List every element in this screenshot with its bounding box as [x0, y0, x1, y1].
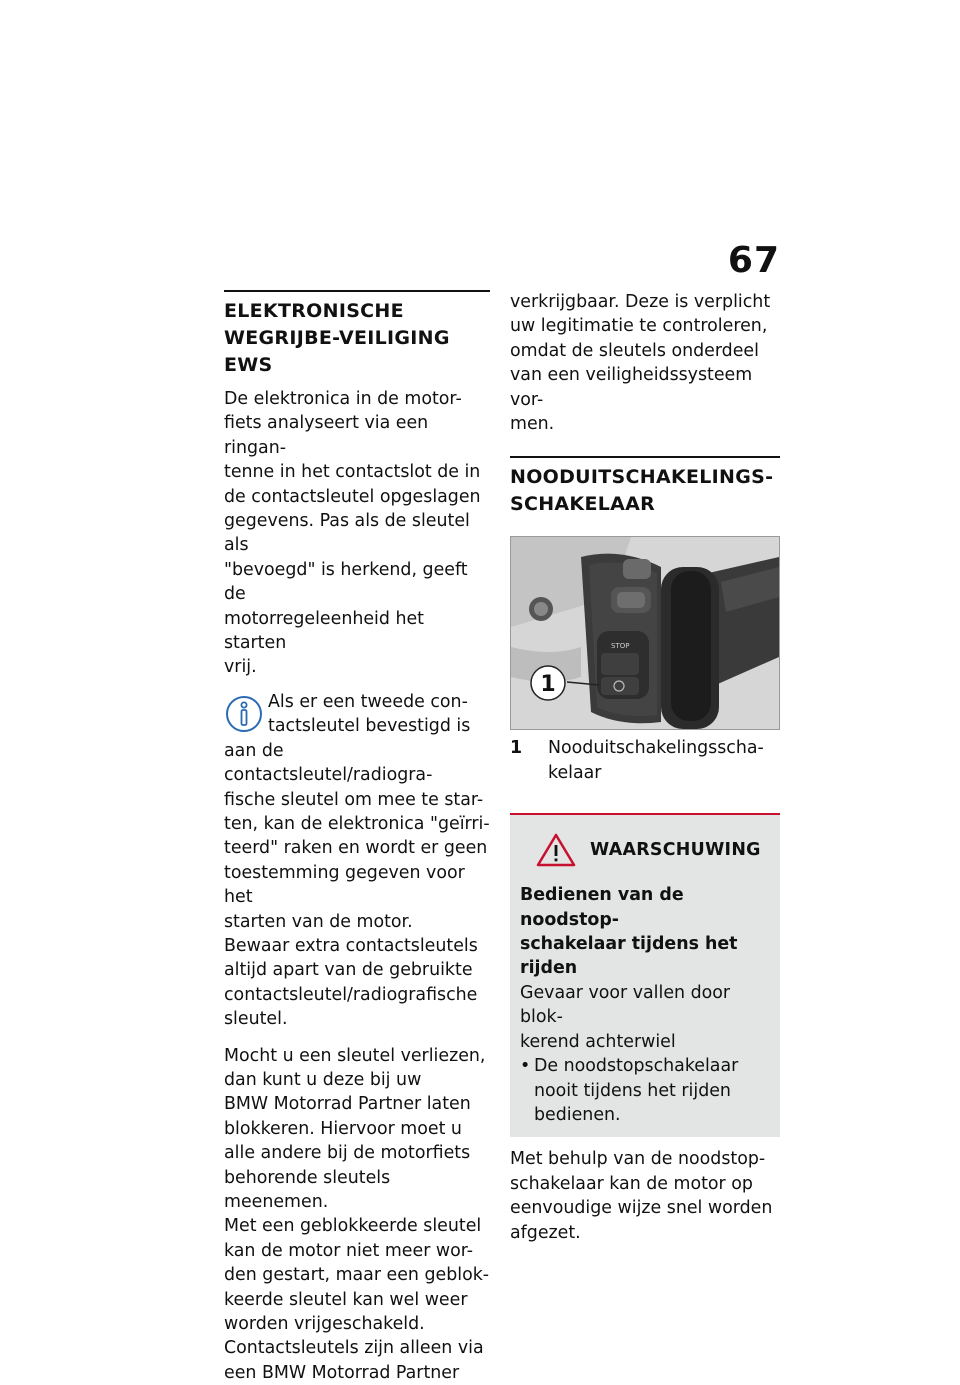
- text-line: Mocht u een sleutel verliezen,: [224, 1045, 486, 1066]
- text-line: dan kunt u deze bij uw: [224, 1069, 422, 1090]
- text-line: altijd apart van de gebruikte: [224, 960, 473, 981]
- text-line: de contactsleutel opgeslagen: [224, 486, 481, 507]
- text-line: nooit tijdens het rijden: [534, 1080, 731, 1101]
- text-line: ten, kan de elektronica "geïrri-: [224, 813, 490, 834]
- text-line: kelaar: [548, 762, 602, 783]
- text-line: fiets analyseert via een ringan-: [224, 413, 429, 458]
- right-column: [510, 290, 780, 1245]
- section-heading-ews: ELEKTRONISCHE WEGRIJBE-VEILIGING EWS: [224, 300, 450, 376]
- text-line: starten van de motor.: [224, 911, 413, 932]
- text-line: motorregeleenheid het starten: [224, 608, 425, 654]
- text-line: tenne in het contactslot de in: [224, 462, 481, 483]
- text-line: bedienen.: [534, 1104, 621, 1125]
- text-line: worden vrijgeschakeld.: [224, 1314, 425, 1335]
- warning-box: [510, 813, 780, 1137]
- text-line: De noodstopschakelaar: [534, 1056, 739, 1077]
- warning-text: [520, 981, 770, 1054]
- bullet-dot: •: [520, 1056, 531, 1077]
- text-line: toestemming gegeven voor het: [224, 862, 465, 908]
- text-line: verkrijgbaar. Deze is verplicht: [510, 292, 771, 312]
- text-line: sleutel.: [224, 1009, 288, 1030]
- text-line: Met een geblokkeerde sleutel: [224, 1216, 482, 1237]
- warning-title: WAARSCHUWING: [590, 840, 761, 861]
- text-line: schakelaar tijdens het rijden: [520, 934, 738, 979]
- stop-label: STOP: [611, 642, 630, 651]
- continuation-paragraph: [510, 290, 780, 436]
- text-line: De elektronica in de motor-: [224, 389, 462, 409]
- handlebar-illustration: [511, 537, 779, 729]
- text-line: vrij.: [224, 657, 257, 678]
- text-line: BMW Motorrad Partner laten: [224, 1094, 471, 1115]
- warning-triangle-icon: [536, 833, 576, 867]
- text-line: blokkeren. Hiervoor moet u: [224, 1118, 462, 1139]
- handlebar-switch-figure: [510, 536, 780, 730]
- text-line: gegevens. Pas als de sleutel als: [224, 511, 470, 556]
- text-line: Bewaar extra contactsleutels: [224, 935, 478, 956]
- text-line: afgezet.: [510, 1222, 581, 1243]
- section-heading-kill-switch: NOODUITSCHAKELINGS-SCHAKELAAR: [510, 466, 774, 516]
- text-line: Als er een tweede con-: [268, 691, 468, 712]
- text-line: "bevoegd" is herkend, geeft de: [224, 559, 468, 605]
- text-line: aan de contactsleutel/radiogra-: [224, 740, 433, 786]
- text-line: uw legitimatie te controleren,: [510, 316, 768, 337]
- text-line: teerd" raken en wordt er geen: [224, 838, 488, 859]
- text-line: schakelaar kan de motor op: [510, 1173, 753, 1194]
- text-line: tactsleutel bevestigd is: [268, 716, 471, 737]
- text-line: den gestart, maar een geblok-: [224, 1265, 490, 1286]
- caption-text: [548, 736, 780, 785]
- ews-paragraph: [224, 387, 490, 680]
- text-line: kan de motor niet meer wor-: [224, 1240, 474, 1261]
- text-line: Contactsleutels zijn alleen via: [224, 1338, 484, 1359]
- text-line: Met behulp van de noodstop-: [510, 1149, 766, 1170]
- text-line: Gevaar voor vallen door blok-: [520, 982, 731, 1028]
- text-line: omdat de sleutels onderdeel: [510, 340, 759, 361]
- caption-number: 1: [510, 738, 523, 759]
- text-line: eenvoudige wijze snel worden: [510, 1198, 773, 1219]
- text-line: kerend achterwiel: [520, 1031, 676, 1052]
- text-line: Bedienen van de noodstop-: [520, 885, 684, 930]
- text-line: alle andere bij de motorfiets: [224, 1143, 471, 1164]
- text-line: een BMW Motorrad Partner: [224, 1362, 460, 1383]
- warning-header: [520, 833, 770, 867]
- key-loss-paragraph: [224, 1044, 490, 1385]
- warning-subtitle: [520, 883, 770, 981]
- kill-switch-paragraph: [510, 1147, 780, 1245]
- section-rule: [510, 456, 780, 458]
- info-icon: [224, 694, 264, 734]
- text-line: Nooduitschakelingsscha-: [548, 738, 764, 759]
- figure-caption: [510, 736, 780, 785]
- page-number: 67: [727, 240, 780, 281]
- text-line: fische sleutel om mee te star-: [224, 789, 484, 810]
- warning-bullet: [520, 1054, 770, 1127]
- text-line: keerde sleutel kan wel weer: [224, 1289, 468, 1310]
- text-line: behorende sleutels meenemen.: [224, 1167, 391, 1212]
- figure-callout-1: 1: [540, 672, 556, 698]
- text-line: contactsleutel/radiografische: [224, 984, 478, 1005]
- text-line: men.: [510, 414, 555, 435]
- info-note: [224, 690, 490, 1032]
- left-column: [224, 290, 490, 1385]
- section-rule: [224, 290, 490, 292]
- text-line: van een veiligheidssysteem vor-: [510, 365, 753, 410]
